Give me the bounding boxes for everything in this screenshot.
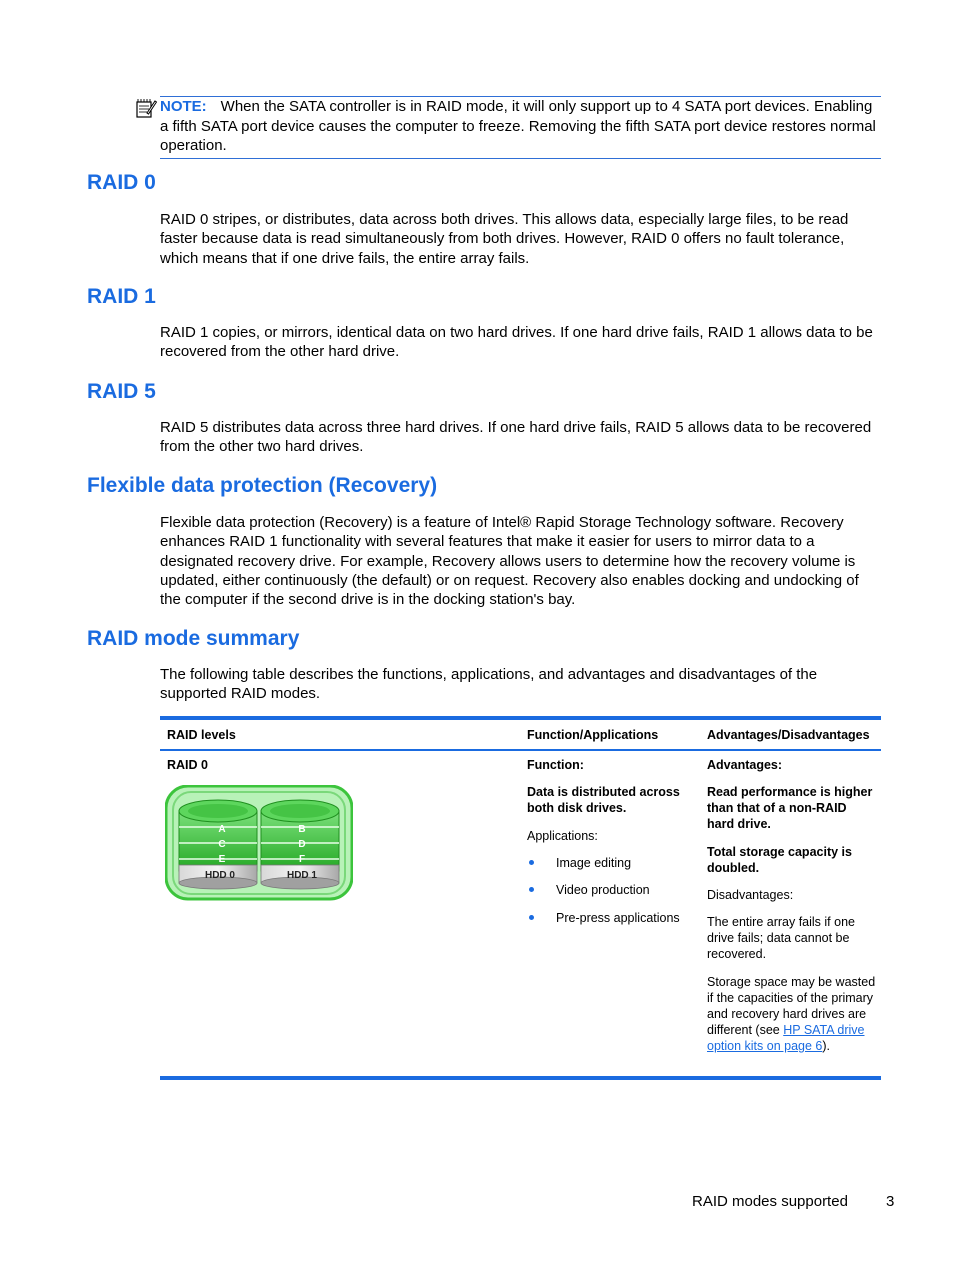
header-advantages-disadvantages: Advantages/Disadvantages xyxy=(707,728,870,742)
raid-0-diagram xyxy=(165,785,353,901)
disadvantage-item xyxy=(707,974,879,1054)
disadvantage-item: The entire array fails if one drive fails; data cannot be recovered. xyxy=(707,915,855,961)
disk0-block-e: E xyxy=(218,854,226,865)
disk1-block-b: B xyxy=(298,824,306,835)
note-text: When the SATA controller is in RAID mode, it will only support up to 4 SATA port devices. Enabling a fifth SATA port device causes the computer to freeze. Removing the fifth SATA port device restores normal operation. xyxy=(160,98,876,154)
heading-raid-mode-summary: RAID mode summary xyxy=(87,627,300,650)
bullet-icon xyxy=(529,887,534,892)
table-top-rule xyxy=(160,716,881,720)
row-raid-level: RAID 0 xyxy=(167,758,208,772)
disk1-block-d: D xyxy=(298,839,306,850)
function-label: Function: xyxy=(527,758,584,772)
heading-raid-0: RAID 0 xyxy=(87,171,156,194)
paragraph-summary: The following table describes the functions, applications, and advantages and disadvantages of the supported RAID modes. xyxy=(160,666,818,703)
header-raid-levels: RAID levels xyxy=(167,728,236,742)
header-function-applications: Function/Applications xyxy=(527,728,659,742)
advantages-label: Advantages: xyxy=(707,758,783,772)
disk0-block-a: A xyxy=(218,824,226,835)
table-header-rule xyxy=(160,749,881,751)
function-text: Data is distributed across both disk drives. xyxy=(527,785,680,815)
bullet-icon xyxy=(529,860,534,865)
bullet-icon xyxy=(529,915,534,920)
note-box xyxy=(160,96,881,159)
paragraph-raid-5: RAID 5 distributes data across three hard drives. If one hard drive fails, RAID 5 allows data to be recovered from the other two hard drives. xyxy=(160,419,872,456)
advantage-item: Total storage capacity is doubled. xyxy=(707,845,852,875)
application-item: Video production xyxy=(556,883,650,897)
heading-recovery: Flexible data protection (Recovery) xyxy=(87,474,438,497)
table-bottom-rule xyxy=(160,1076,881,1080)
disk1-block-f: F xyxy=(298,854,306,865)
heading-raid-1: RAID 1 xyxy=(87,285,156,308)
note-label: NOTE: xyxy=(160,98,207,115)
hp-sata-drive-option-kits-link[interactable]: HP SATA drive option kits on page 6 xyxy=(707,1023,865,1053)
advantage-item: Read performance is higher than that of a non-RAID hard drive. xyxy=(707,785,873,831)
paragraph-raid-1: RAID 1 copies, or mirrors, identical data on two hard drives. If one hard drive fails, RAID 1 allows data to be recovered from the other hard drive. xyxy=(160,324,873,361)
footer-section-title: RAID modes supported xyxy=(692,1193,848,1210)
application-item: Pre-press applications xyxy=(556,911,680,925)
note-icon xyxy=(135,97,157,119)
disk0-block-c: C xyxy=(218,839,226,850)
disadvantage-2-text: Storage space may be wasted if the capacities of the primary and recovery hard drives are different (see xyxy=(707,975,876,1037)
disadvantage-2-suffix: ). xyxy=(822,1039,831,1053)
disk1-label: HDD 1 xyxy=(286,870,318,881)
disadvantages-label: Disadvantages: xyxy=(707,888,794,902)
paragraph-recovery: Flexible data protection (Recovery) is a feature of Intel® Rapid Storage Technology software. Recovery enhances RAID 1 functionality with several features that make it easier for users to mirror data to a designated recovery drive. For example, Recovery allows users to determine how the recovery volume is updated, either continuously (the default) or on request. Recovery also enables docking and undocking of the computer if the second drive is in the docking station's bay. xyxy=(160,514,859,609)
disk0-label: HDD 0 xyxy=(204,870,236,881)
footer-page-number: 3 xyxy=(886,1193,895,1210)
application-item: Image editing xyxy=(556,856,632,870)
heading-raid-5: RAID 5 xyxy=(87,380,156,403)
applications-label: Applications: xyxy=(527,829,598,843)
paragraph-raid-0: RAID 0 stripes, or distributes, data across both drives. This allows data, especially large files, to be read faster because data is read simultaneously from both drives. However, RAID 0 offers no fault tolerance, which means that if one drive fails, the entire array fails. xyxy=(160,211,849,267)
